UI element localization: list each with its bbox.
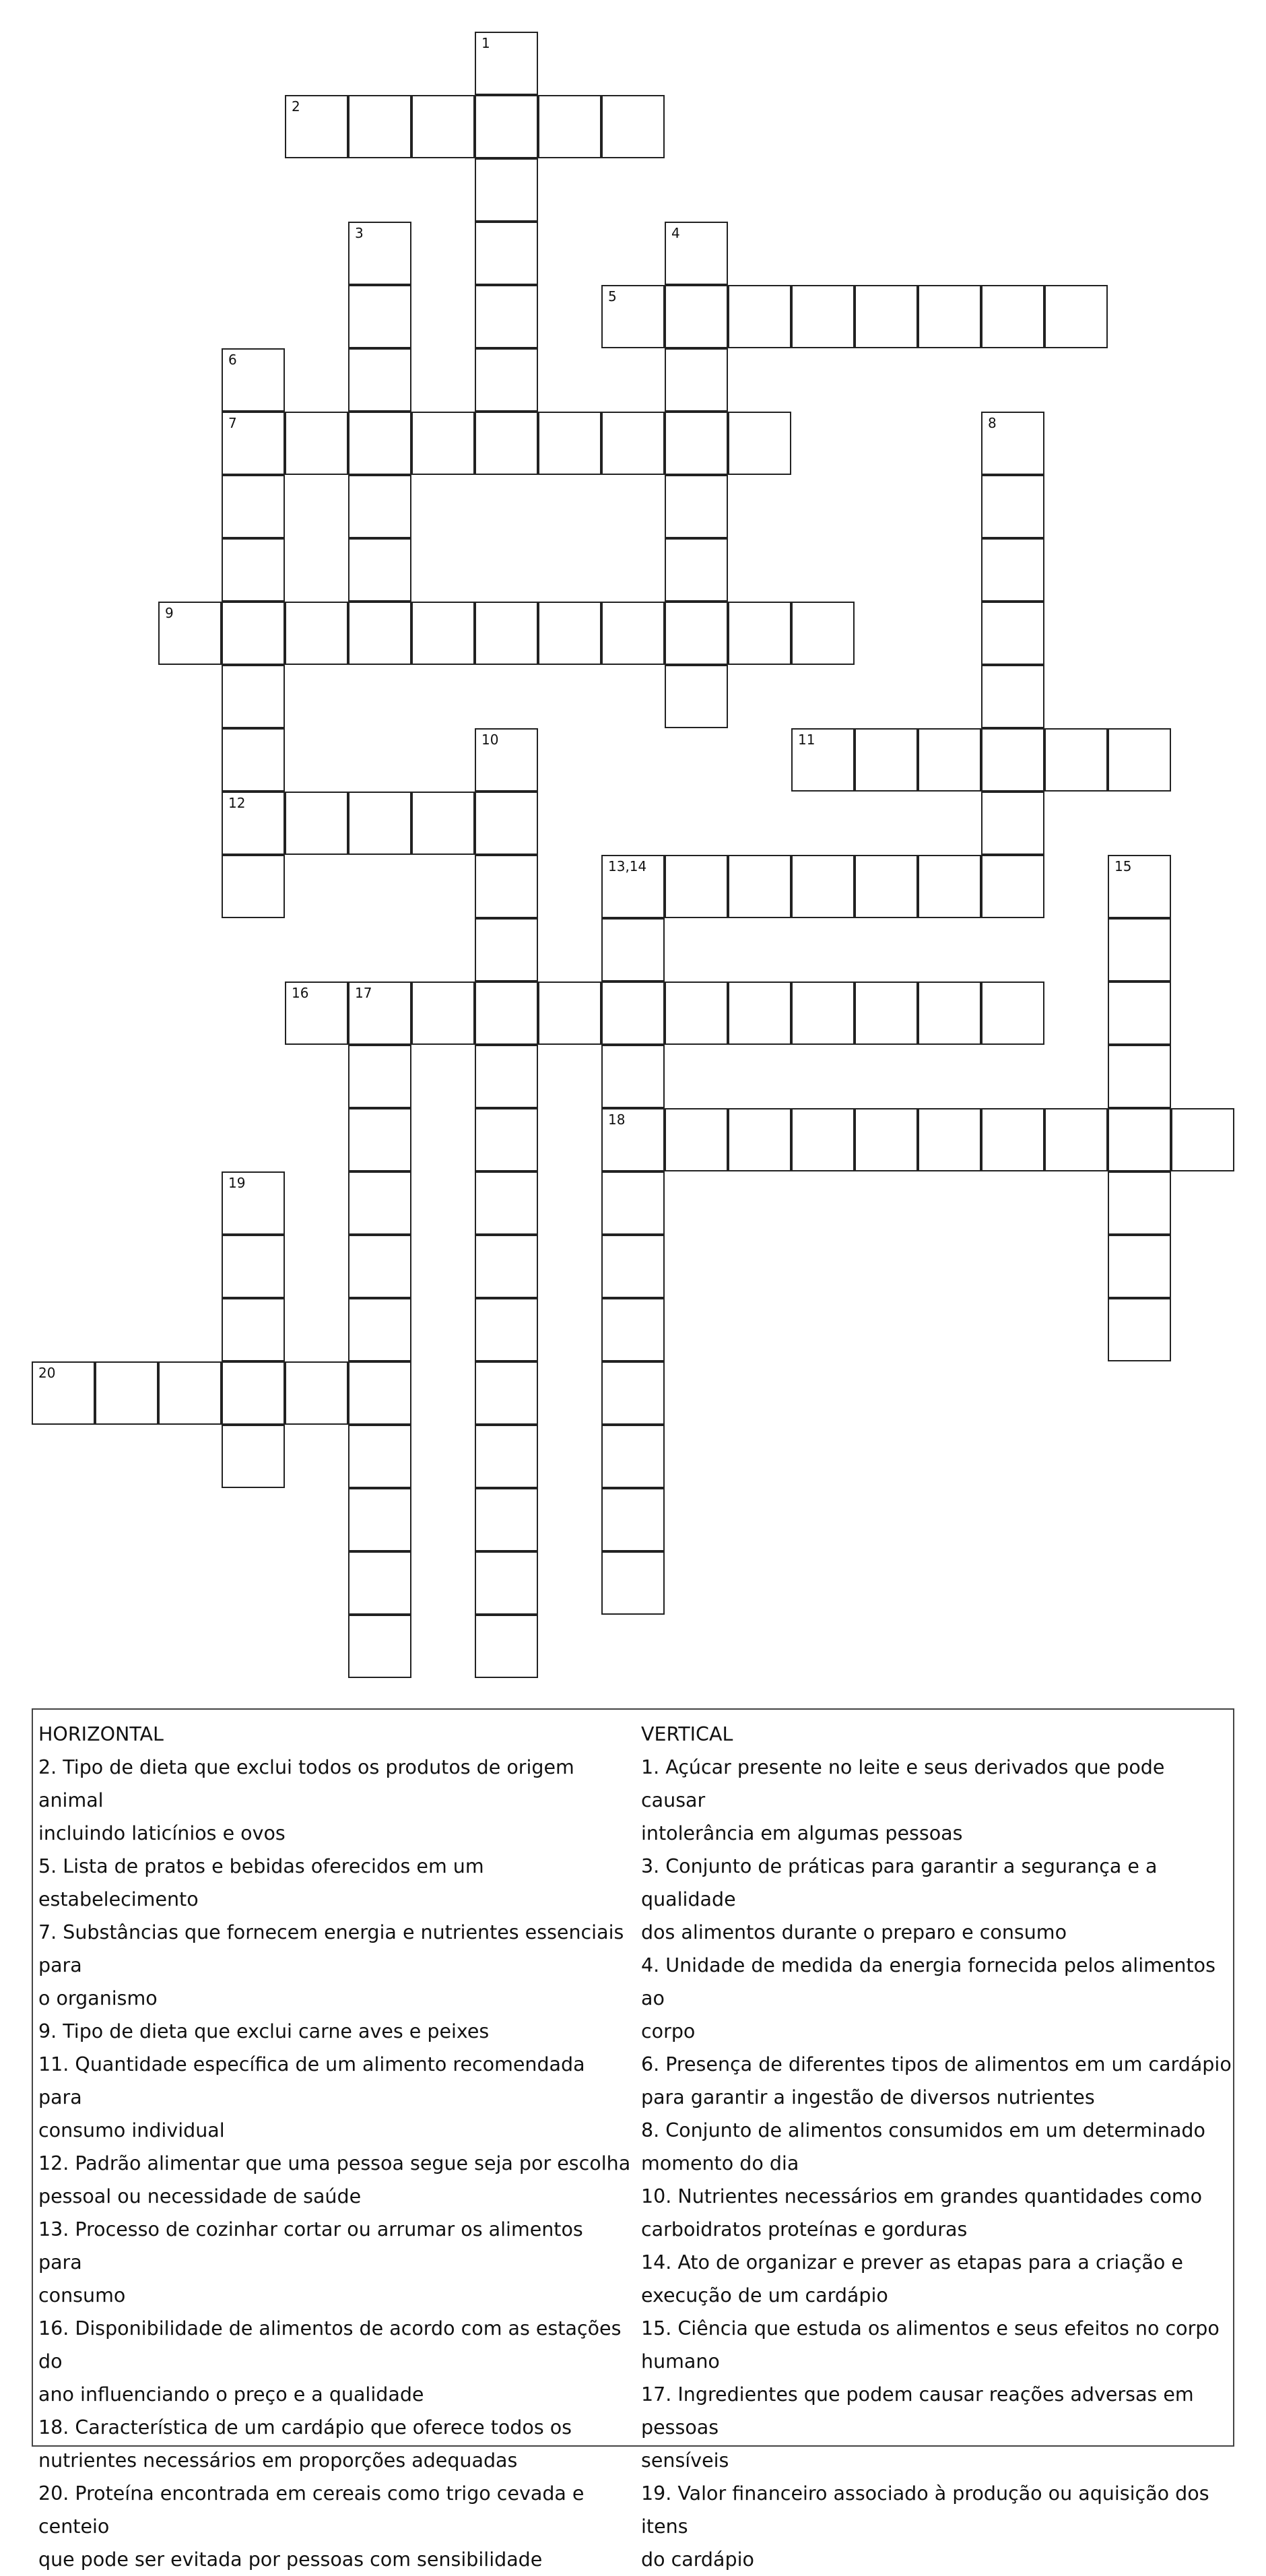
grid-cell[interactable] <box>475 1108 538 1171</box>
grid-cell[interactable] <box>918 728 981 792</box>
grid-cell[interactable] <box>348 1108 411 1171</box>
down-clue-line: para garantir a ingestão de diversos nutrientes <box>641 2086 1095 2108</box>
grid-cell[interactable] <box>665 222 728 285</box>
grid-cell[interactable] <box>918 1108 981 1171</box>
grid-cell[interactable] <box>348 1298 411 1361</box>
grid-cell[interactable] <box>665 602 728 665</box>
down-clue-line: execução de um cardápio <box>641 2284 888 2307</box>
grid-cell[interactable] <box>855 285 918 348</box>
grid-cell[interactable] <box>475 1615 538 1678</box>
clue-number: 10 <box>481 732 499 748</box>
grid-cell[interactable] <box>348 222 411 285</box>
across-clue-line: 5. Lista de pratos e bebidas oferecidos em um estabelecimento <box>38 1855 484 1910</box>
grid-cell[interactable] <box>728 855 791 918</box>
grid-cell[interactable] <box>475 918 538 981</box>
grid-cell[interactable] <box>791 602 855 665</box>
grid-cell[interactable] <box>601 1108 665 1171</box>
across-clue-line: incluindo laticínios e ovos <box>38 1822 286 1844</box>
grid-cell[interactable] <box>538 95 601 158</box>
grid-cell[interactable] <box>411 981 475 1045</box>
grid-cell[interactable] <box>791 1108 855 1171</box>
grid-cell[interactable] <box>411 792 475 855</box>
grid-cell[interactable] <box>285 1361 348 1425</box>
grid-cell[interactable] <box>601 1551 665 1615</box>
grid-cell[interactable] <box>601 1171 665 1235</box>
grid-cell[interactable] <box>665 348 728 412</box>
grid-cell[interactable] <box>411 412 475 475</box>
grid-cell[interactable] <box>665 285 728 348</box>
grid-cell[interactable] <box>348 1615 411 1678</box>
grid-cell[interactable] <box>475 1045 538 1108</box>
down-clue-line: 15. Ciência que estuda os alimentos e seus efeitos no corpo <box>641 2317 1220 2340</box>
clue-number: 13,14 <box>608 858 647 874</box>
across-clue-line: consumo <box>38 2284 126 2307</box>
grid-cell[interactable] <box>475 1425 538 1488</box>
grid-cell[interactable] <box>601 1298 665 1361</box>
grid-cell[interactable] <box>665 981 728 1045</box>
grid-cell[interactable] <box>728 412 791 475</box>
grid-cell[interactable] <box>1108 855 1171 918</box>
clue-number: 18 <box>608 1112 626 1128</box>
grid-cell[interactable] <box>222 665 285 728</box>
grid-cell[interactable] <box>348 95 411 158</box>
grid-cell[interactable] <box>855 855 918 918</box>
grid-cell[interactable] <box>32 1361 95 1425</box>
grid-cell[interactable] <box>855 1108 918 1171</box>
grid-cell[interactable] <box>1108 1108 1171 1171</box>
grid-cell[interactable] <box>538 412 601 475</box>
grid-cell[interactable] <box>601 1488 665 1551</box>
down-clue-line: carboidratos proteínas e gorduras <box>641 2218 968 2241</box>
grid-cell[interactable] <box>411 602 475 665</box>
across-clue-line: 18. Característica de um cardápio que oferece todos os <box>38 2416 572 2439</box>
grid-cell[interactable] <box>855 981 918 1045</box>
clue-number: 15 <box>1114 858 1132 874</box>
grid-cell[interactable] <box>348 285 411 348</box>
grid-cell[interactable] <box>1108 918 1171 981</box>
grid-cell[interactable] <box>95 1361 158 1425</box>
grid-cell[interactable] <box>475 981 538 1045</box>
grid-cell[interactable] <box>601 602 665 665</box>
grid-cell[interactable] <box>475 1551 538 1615</box>
across-clue-line: 13. Processo de cozinhar cortar ou arrumar os alimentos para <box>38 2218 583 2274</box>
grid-cell[interactable] <box>1108 1235 1171 1298</box>
across-title: HORIZONTAL <box>38 1723 164 1745</box>
grid-cell[interactable] <box>475 412 538 475</box>
grid-cell[interactable] <box>475 1361 538 1425</box>
clue-number: 9 <box>165 605 174 621</box>
down-clue-line: do cardápio <box>641 2548 754 2571</box>
grid-cell[interactable] <box>538 981 601 1045</box>
grid-cell[interactable] <box>918 855 981 918</box>
clue-number: 5 <box>608 288 617 304</box>
grid-cell[interactable] <box>601 412 665 475</box>
across-clue-line: ano influenciando o preço e a qualidade <box>38 2383 424 2406</box>
down-clue-line: 6. Presença de diferentes tipos de alimentos em um cardápio <box>641 2053 1232 2075</box>
grid-cell[interactable] <box>981 855 1044 918</box>
across-clue-line: 20. Proteína encontrada em cereais como trigo cevada e centeio <box>38 2482 585 2538</box>
grid-cell[interactable] <box>222 538 285 602</box>
grid-cell[interactable] <box>348 538 411 602</box>
grid-cell[interactable] <box>601 1361 665 1425</box>
grid-cell[interactable] <box>285 95 348 158</box>
across-clue-line: o organismo <box>38 1987 158 2009</box>
grid-cell[interactable] <box>601 1425 665 1488</box>
grid-cell[interactable] <box>348 1551 411 1615</box>
grid-cell[interactable] <box>601 918 665 981</box>
grid-cell[interactable] <box>348 1045 411 1108</box>
grid-cell[interactable] <box>791 728 855 792</box>
grid-cell[interactable] <box>285 602 348 665</box>
grid-cell[interactable] <box>665 855 728 918</box>
grid-cell[interactable] <box>475 285 538 348</box>
clue-number: 12 <box>228 795 246 811</box>
grid-cell[interactable] <box>981 981 1044 1045</box>
grid-cell[interactable] <box>1108 981 1171 1045</box>
grid-cell[interactable] <box>222 1361 285 1425</box>
grid-cell[interactable] <box>222 792 285 855</box>
grid-cell[interactable] <box>981 602 1044 665</box>
grid-cell[interactable] <box>411 95 475 158</box>
grid-cell[interactable] <box>1108 1298 1171 1361</box>
grid-cell[interactable] <box>222 412 285 475</box>
grid-cell[interactable] <box>348 1361 411 1425</box>
across-clue-line: 12. Padrão alimentar que uma pessoa segue seja por escolha <box>38 2152 631 2175</box>
grid-cell[interactable] <box>601 95 665 158</box>
grid-cell[interactable] <box>665 475 728 538</box>
down-clues <box>641 1718 1234 2576</box>
down-clue-line: momento do dia <box>641 2152 799 2175</box>
down-clue-line: 3. Conjunto de práticas para garantir a segurança e a qualidade <box>641 1855 1158 1910</box>
clue-number: 20 <box>38 1365 56 1381</box>
down-clue-line: intolerância em algumas pessoas <box>641 1822 963 1844</box>
grid-cell[interactable] <box>981 792 1044 855</box>
grid-cell[interactable] <box>348 412 411 475</box>
grid-cell[interactable] <box>601 981 665 1045</box>
down-clue-line: 14. Ato de organizar e prever as etapas para a criação e <box>641 2251 1183 2274</box>
grid-cell[interactable] <box>665 412 728 475</box>
grid-cell[interactable] <box>222 855 285 918</box>
grid-cell[interactable] <box>348 981 411 1045</box>
down-clue-line: sensíveis <box>641 2449 729 2472</box>
grid-cell[interactable] <box>791 855 855 918</box>
grid-cell[interactable] <box>475 95 538 158</box>
down-clue-line: 10. Nutrientes necessários em grandes quantidades como <box>641 2185 1203 2208</box>
grid-cell[interactable] <box>475 348 538 412</box>
clue-number: 2 <box>292 98 300 115</box>
grid-cell[interactable] <box>222 1171 285 1235</box>
grid-cell[interactable] <box>601 285 665 348</box>
clue-number: 1 <box>481 35 490 51</box>
clue-number: 4 <box>671 225 680 241</box>
grid-cell[interactable] <box>285 792 348 855</box>
grid-cell[interactable] <box>475 1171 538 1235</box>
grid-cell[interactable] <box>981 412 1044 475</box>
grid-cell[interactable] <box>222 602 285 665</box>
grid-cell[interactable] <box>981 1108 1044 1171</box>
grid-cell[interactable] <box>855 728 918 792</box>
grid-cell[interactable] <box>222 1425 285 1488</box>
grid-cell[interactable] <box>475 158 538 222</box>
grid-cell[interactable] <box>475 602 538 665</box>
grid-cell[interactable] <box>981 538 1044 602</box>
grid-cell[interactable] <box>728 285 791 348</box>
down-clue-line: corpo <box>641 2020 696 2042</box>
grid-cell[interactable] <box>348 475 411 538</box>
grid-cell[interactable] <box>222 348 285 412</box>
across-clue-line: 7. Substâncias que fornecem energia e nutrientes essenciais para <box>38 1921 624 1976</box>
grid-cell[interactable] <box>1044 285 1108 348</box>
grid-cell[interactable] <box>601 1235 665 1298</box>
down-clue-line: 19. Valor financeiro associado à produção ou aquisição dos itens <box>641 2482 1209 2538</box>
grid-cell[interactable] <box>222 728 285 792</box>
grid-cell[interactable] <box>285 981 348 1045</box>
grid-cell[interactable] <box>665 665 728 728</box>
down-clue-line: 8. Conjunto de alimentos consumidos em um determinado <box>641 2119 1205 2142</box>
grid-cell[interactable] <box>538 602 601 665</box>
down-clue-line: dos alimentos durante o preparo e consumo <box>641 1921 1067 1943</box>
grid-cell[interactable] <box>791 285 855 348</box>
grid-cell[interactable] <box>158 1361 222 1425</box>
grid-cell[interactable] <box>1108 1171 1171 1235</box>
grid-cell[interactable] <box>348 348 411 412</box>
grid-cell[interactable] <box>158 602 222 665</box>
grid-cell[interactable] <box>728 981 791 1045</box>
grid-cell[interactable] <box>475 1298 538 1361</box>
across-clue-line: pessoal ou necessidade de saúde <box>38 2185 362 2208</box>
clue-number: 16 <box>292 985 309 1001</box>
grid-cell[interactable] <box>348 602 411 665</box>
grid-cell[interactable] <box>348 1171 411 1235</box>
grid-cell[interactable] <box>475 855 538 918</box>
clue-number: 8 <box>988 415 997 431</box>
grid-cell[interactable] <box>918 285 981 348</box>
grid-cell[interactable] <box>601 1045 665 1108</box>
grid-cell[interactable] <box>475 1235 538 1298</box>
grid-cell[interactable] <box>222 475 285 538</box>
down-clue-line: 17. Ingredientes que podem causar reações adversas em pessoas <box>641 2383 1194 2439</box>
grid-cell[interactable] <box>728 1108 791 1171</box>
grid-cell[interactable] <box>665 538 728 602</box>
grid-cell[interactable] <box>665 1108 728 1171</box>
grid-cell[interactable] <box>348 1425 411 1488</box>
grid-cell[interactable] <box>285 412 348 475</box>
clue-number: 11 <box>798 732 815 748</box>
across-clue-line: que pode ser evitada por pessoas com sensibilidade <box>38 2548 543 2571</box>
grid-cell[interactable] <box>348 792 411 855</box>
across-clue-line: 16. Disponibilidade de alimentos de acordo com as estações do <box>38 2317 622 2373</box>
across-clue-line: 9. Tipo de dieta que exclui carne aves e peixes <box>38 2020 490 2042</box>
grid-cell[interactable] <box>475 1488 538 1551</box>
grid-cell[interactable] <box>475 32 538 95</box>
down-clue-line: 1. Açúcar presente no leite e seus derivados que pode causar <box>641 1756 1165 1811</box>
grid-cell[interactable] <box>981 475 1044 538</box>
grid-cell[interactable] <box>1108 728 1171 792</box>
across-clue-line: consumo individual <box>38 2119 225 2142</box>
grid-cell[interactable] <box>475 728 538 792</box>
grid-cell[interactable] <box>981 665 1044 728</box>
clue-number: 7 <box>228 415 237 431</box>
grid-cell[interactable] <box>475 222 538 285</box>
grid-cell[interactable] <box>1108 1045 1171 1108</box>
grid-cell[interactable] <box>728 602 791 665</box>
down-clue-line: 4. Unidade de medida da energia fornecida pelos alimentos ao <box>641 1954 1215 2009</box>
across-clues <box>38 1718 631 2576</box>
grid-cell[interactable] <box>222 1235 285 1298</box>
grid-cell[interactable] <box>222 1298 285 1361</box>
grid-cell[interactable] <box>348 1488 411 1551</box>
down-title: VERTICAL <box>641 1723 733 1745</box>
clues-box <box>32 1708 1234 2571</box>
grid-cell[interactable] <box>348 1235 411 1298</box>
across-clue-line: nutrientes necessários em proporções adequadas <box>38 2449 518 2472</box>
grid-cell[interactable] <box>981 728 1044 792</box>
grid-cell[interactable] <box>475 792 538 855</box>
down-clue-line: humano <box>641 2350 720 2373</box>
clue-number: 6 <box>228 352 237 368</box>
clue-number: 19 <box>228 1175 246 1191</box>
across-clue-line: 2. Tipo de dieta que exclui todos os produtos de origem animal <box>38 1756 574 1811</box>
grid-cell[interactable] <box>981 285 1044 348</box>
grid-cell[interactable] <box>1171 1108 1234 1171</box>
grid-cell[interactable] <box>1044 1108 1108 1171</box>
grid-cell[interactable] <box>791 981 855 1045</box>
clue-number: 17 <box>355 985 372 1001</box>
grid-cell[interactable] <box>918 981 981 1045</box>
across-clue-line: 11. Quantidade específica de um alimento recomendada para <box>38 2053 585 2108</box>
clue-number: 3 <box>355 225 364 241</box>
grid-cell[interactable] <box>1044 728 1108 792</box>
grid-cell[interactable] <box>601 855 665 918</box>
